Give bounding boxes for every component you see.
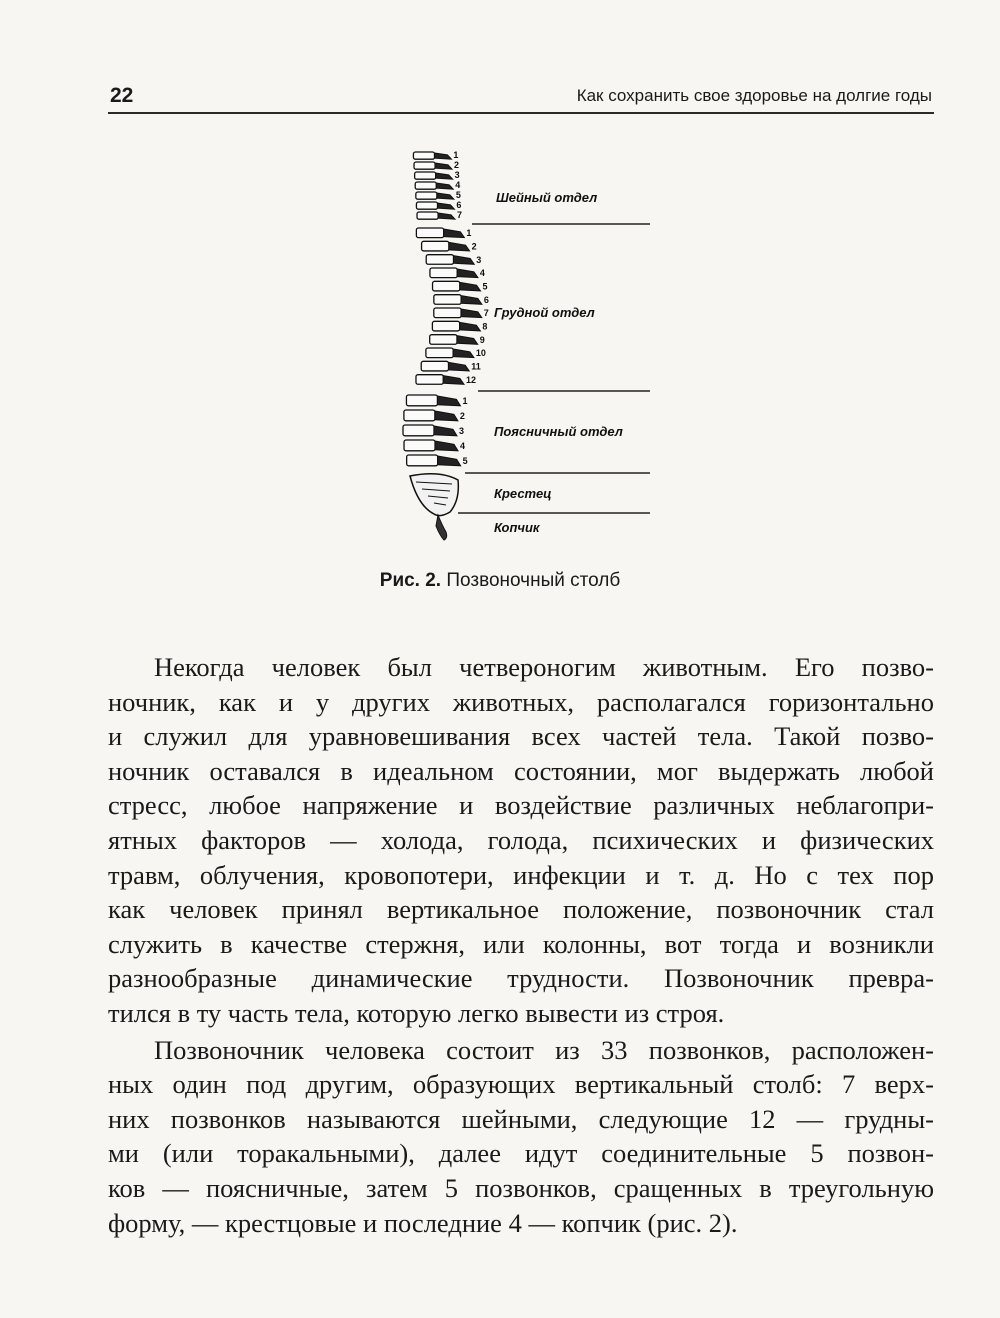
text-line: разнообразные динамические трудности. Позвоночник превра- [108, 963, 934, 994]
vertebra-process [436, 183, 453, 189]
text-line: ных один под другим, образующих вертикальный столб: 7 верх- [108, 1069, 934, 1100]
vertebra-number: 3 [476, 254, 482, 265]
vertebra-body [414, 162, 435, 169]
vertebra-number: 2 [471, 241, 477, 252]
vertebra-number: 6 [483, 294, 489, 305]
label-sacrum: Крестец [494, 486, 552, 501]
vertebra-number: 1 [453, 150, 459, 161]
text-line: стресс, любое напряжение и воздействие различных неблагопри- [108, 790, 934, 821]
vertebra-body [417, 212, 438, 219]
vertebra-body [416, 375, 443, 385]
vertebra-number: 5 [455, 190, 461, 201]
vertebra-body [433, 281, 460, 291]
vertebra-number: 8 [482, 321, 488, 332]
text-line: форму, — крестцовые и последние 4 — копчик (рис. 2). [108, 1207, 738, 1238]
vertebra-number: 2 [459, 411, 465, 422]
text-line: как человек принял вертикальное положение, позвоночник стал [108, 894, 934, 925]
vertebra-process [436, 173, 453, 179]
vertebra-number: 7 [457, 210, 463, 221]
caption-text: Позвоночный столб [446, 570, 621, 591]
vertebra-body [415, 182, 436, 189]
vertebra-process [453, 349, 474, 358]
text-line: ночник оставался в идеальном состоянии, мог выдержать любой [108, 755, 934, 786]
vertebra-body [434, 308, 461, 318]
body-text [108, 650, 934, 1240]
text-line: Некогда человек был четвероногим животным. Его позво- [154, 652, 934, 682]
vertebra-body [415, 172, 436, 179]
spine-illustration [390, 140, 660, 545]
figure-caption [0, 570, 1000, 592]
spine-figure [390, 140, 660, 545]
vertebra-number: 1 [466, 228, 472, 239]
vertebra-process [453, 256, 474, 265]
vertebra-body [413, 152, 434, 159]
vertebra-process [443, 376, 464, 385]
text-line: ночник, как и у других животных, располагался горизонтально [108, 686, 934, 717]
text-line: тился в ту часть тела, которую легко вывести из строя. [108, 997, 725, 1028]
text-line: травм, облучения, кровопотери, инфекции и т. д. Но с тех пор [108, 859, 934, 890]
vertebra-body [426, 255, 453, 265]
vertebra-number: 12 [465, 374, 476, 385]
label-lumbar: Поясничный отдел [494, 424, 623, 439]
vertebra-body [432, 321, 459, 331]
vertebra-number: 6 [456, 200, 462, 211]
vertebra-number: 10 [475, 348, 486, 359]
page-number: 22 [110, 84, 134, 107]
vertebra-process [435, 441, 458, 451]
caption-label: Рис. 2. [379, 570, 442, 591]
vertebra-number: 5 [462, 456, 468, 467]
text-line: Позвоночник человека состоит из 33 позвонков, расположен- [154, 1034, 934, 1065]
vertebra-number: 9 [479, 334, 485, 345]
paragraph-2 [108, 1033, 934, 1241]
paragraph-1 [108, 650, 934, 1031]
vertebra-body [421, 361, 448, 371]
vertebra-number: 4 [479, 268, 485, 279]
vertebra-process [435, 153, 452, 159]
vertebra-process [434, 426, 457, 436]
page-header [108, 82, 934, 114]
coccyx-shape [436, 515, 447, 540]
vertebra-number: 4 [455, 180, 461, 191]
vertebrae-group [403, 152, 482, 540]
vertebra-number: 4 [460, 441, 466, 452]
vertebra-body [406, 395, 437, 406]
vertebra-body [416, 192, 437, 199]
vertebra-process [435, 163, 452, 169]
text-line: них позвонков называются шейными, следующие 12 — грудны- [108, 1103, 934, 1134]
vertebra-process [461, 309, 482, 318]
text-line: ми (или торакальными), далее идут соединительные 5 позвон- [108, 1138, 934, 1169]
vertebra-body [434, 295, 461, 305]
vertebra-body [430, 268, 457, 278]
vertebra-process [449, 242, 470, 251]
vertebra-process [457, 269, 478, 278]
label-coccyx: Копчик [494, 520, 540, 535]
vertebra-number: 1 [462, 396, 468, 407]
vertebra-body [404, 440, 435, 451]
vertebra-body [416, 202, 437, 209]
vertebra-number: 3 [459, 426, 465, 437]
text-line: ков — поясничные, затем 5 позвонков, сращенных в треугольную [108, 1172, 934, 1203]
vertebra-process [457, 336, 478, 345]
vertebra-process [449, 362, 470, 371]
vertebra-body [430, 335, 457, 345]
vertebra-process [444, 229, 465, 238]
text-line: ятных факторов — холода, голода, психических и физических [108, 824, 934, 855]
running-title: Как сохранить свое здоровье на долгие годы [576, 86, 932, 105]
vertebra-body [407, 455, 438, 466]
vertebra-body [403, 425, 434, 436]
vertebra-process [460, 282, 481, 291]
vertebra-process [437, 396, 460, 406]
vertebra-process [438, 203, 455, 209]
vertebra-process [435, 411, 458, 421]
vertebra-number: 11 [471, 361, 481, 372]
vertebra-process [438, 213, 455, 219]
vertebra-process [460, 322, 481, 331]
label-cervical: Шейный отдел [496, 190, 598, 205]
vertebra-process [461, 296, 482, 305]
vertebra-process [437, 193, 454, 199]
vertebra-body [422, 241, 449, 251]
vertebra-number: 5 [482, 281, 488, 292]
vertebra-body [404, 410, 435, 421]
label-thoracic: Грудной отдел [494, 305, 595, 320]
sacrum-shape [410, 474, 458, 516]
text-line: и служил для уравновешивания всех частей тела. Такой позво- [108, 721, 934, 752]
text-line: служить в качестве стержня, или колонны, вот тогда и возникли [108, 928, 934, 959]
vertebra-number: 3 [454, 170, 460, 181]
vertebra-body [426, 348, 453, 358]
vertebra-process [438, 456, 461, 466]
vertebra-number: 2 [454, 160, 460, 171]
vertebra-body [416, 228, 443, 238]
vertebra-number: 7 [483, 308, 489, 319]
